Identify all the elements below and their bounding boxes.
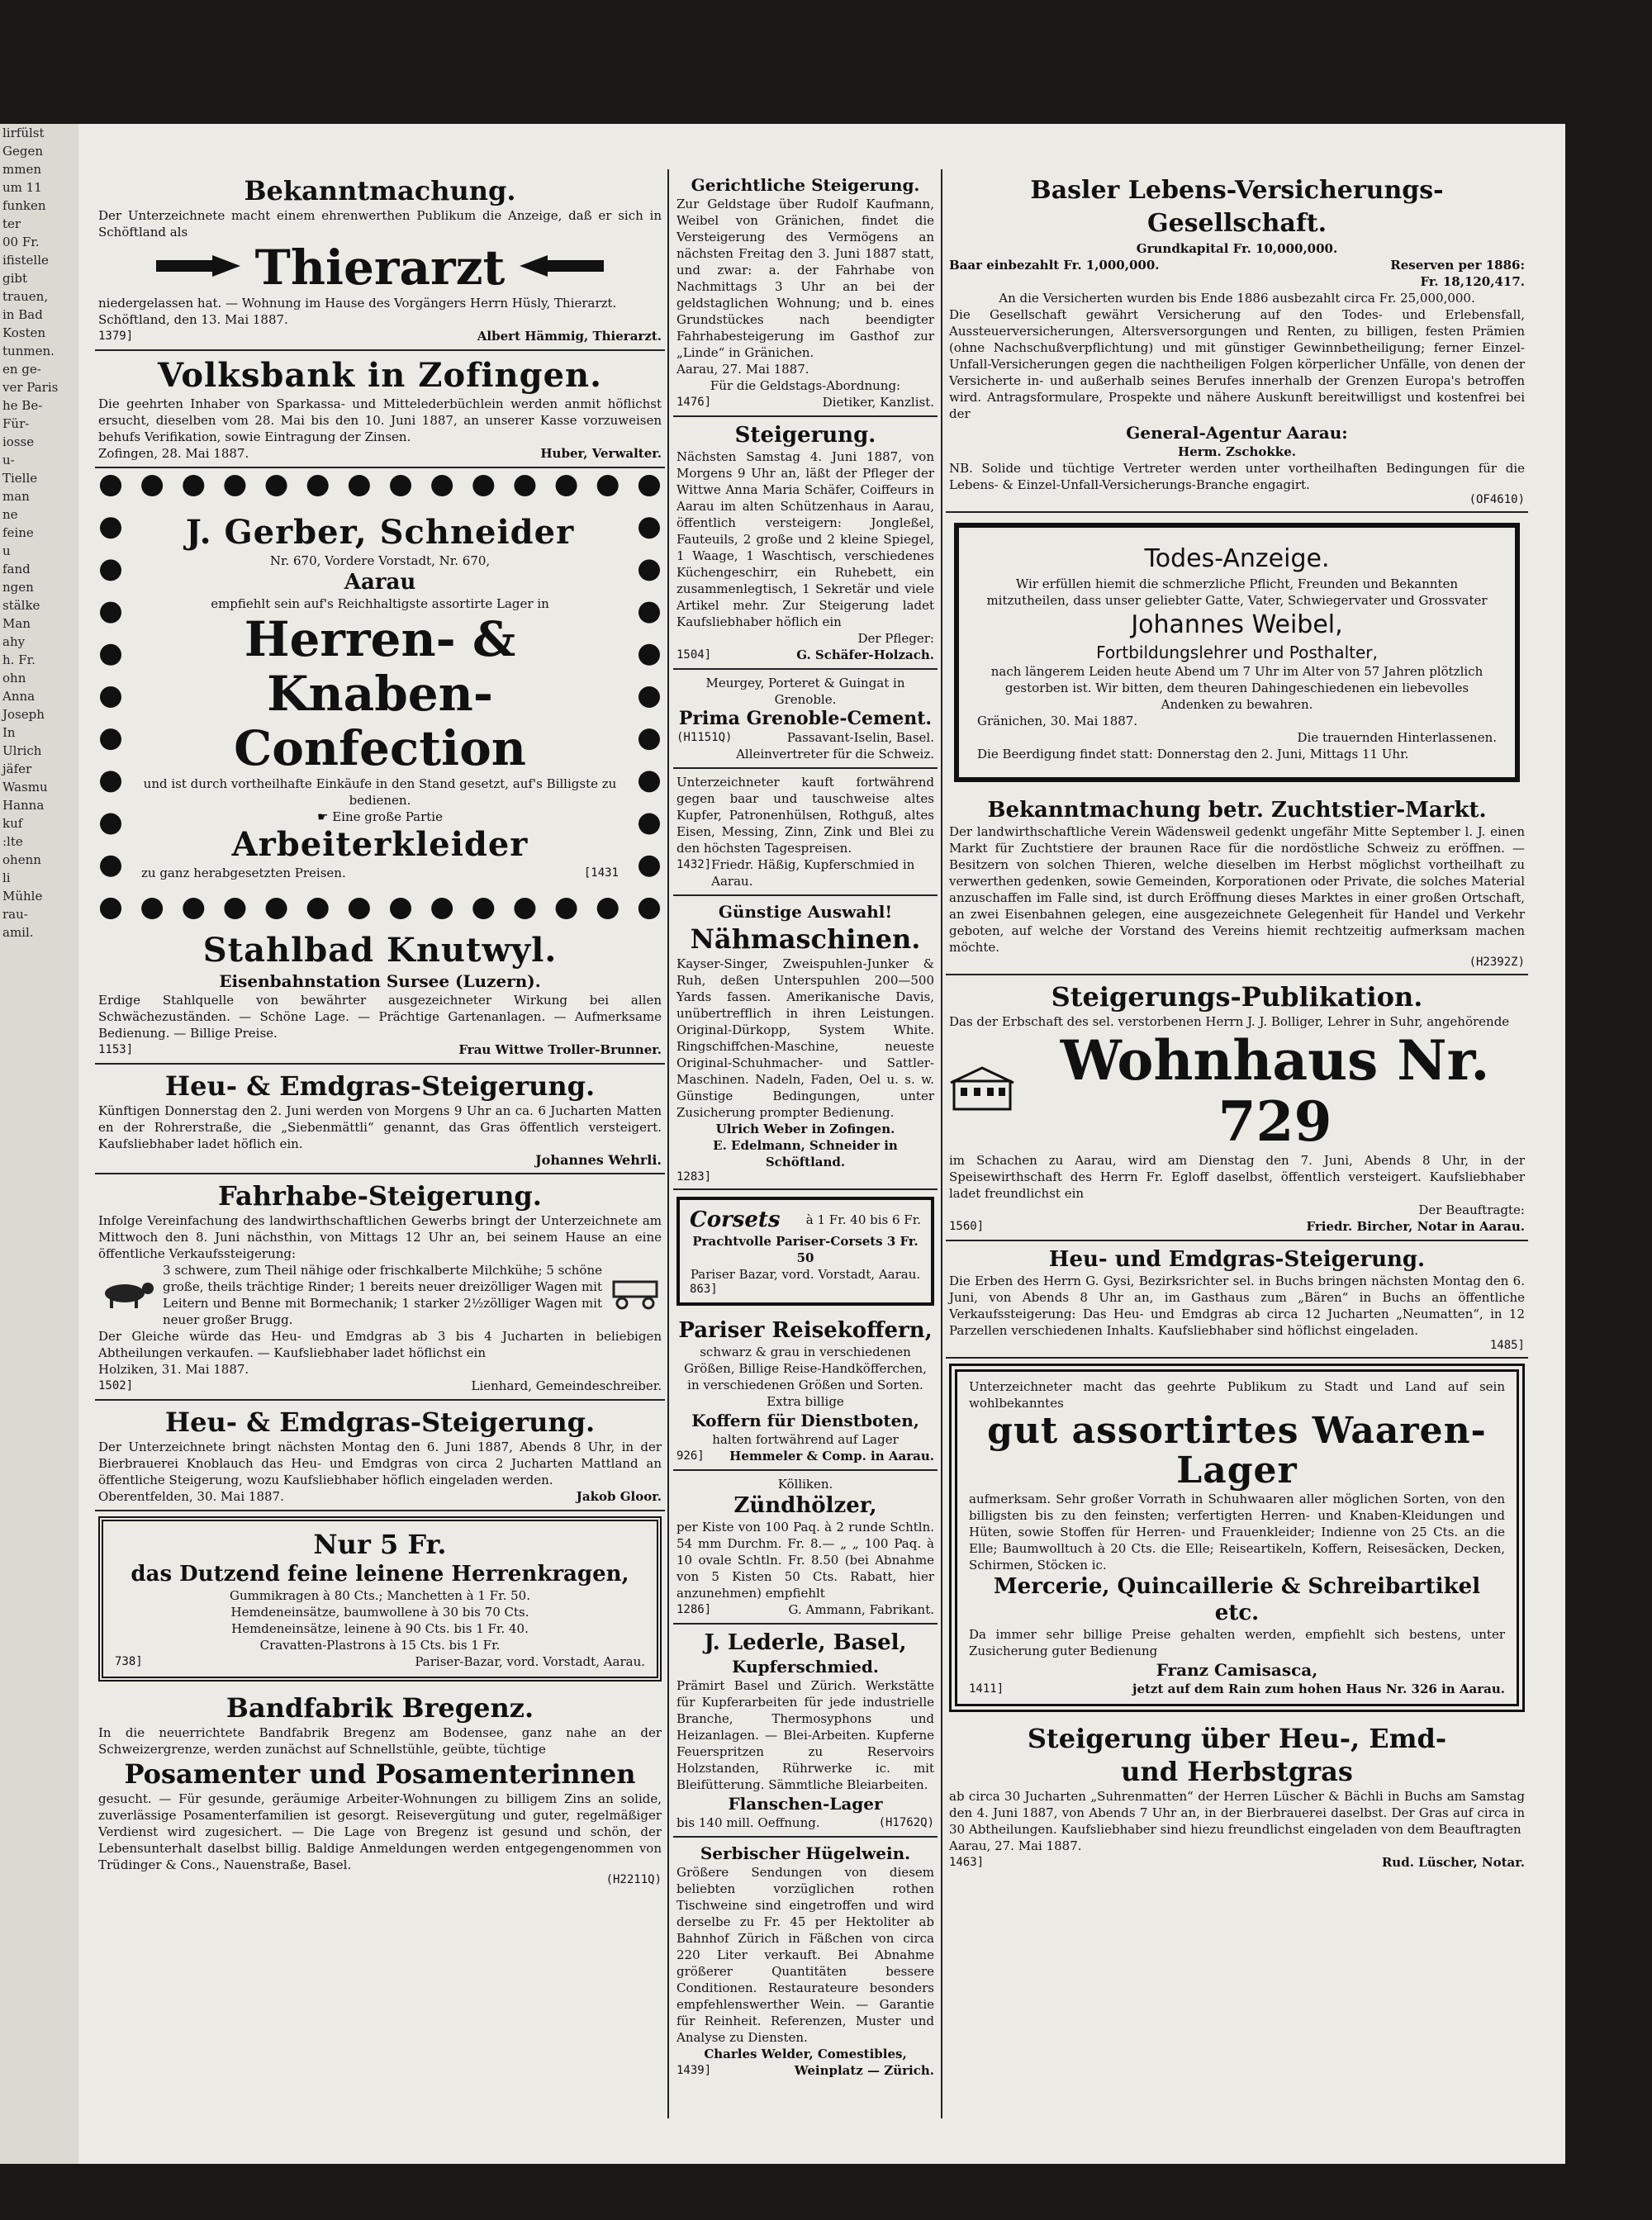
ad-tail: Alleinvertreter für die Schweiz. (736, 747, 934, 761)
ad-number: 1485] (1489, 1339, 1525, 1352)
ad-signature: Friedr. Bircher, Notar in Aarau. (1306, 1219, 1525, 1234)
ad-headline: Flanschen-Lager (728, 1794, 883, 1814)
left-page-fragment: Man (2, 616, 31, 631)
ad-payout: An die Versicherten wurden bis Ende 1886 ausbezahlt circa Fr. 25,000,000. (999, 291, 1475, 306)
ad-heu-steigerung-gloor (95, 1401, 665, 1511)
column-1 (95, 169, 665, 1891)
ad-title: Bekanntmachung betr. Zuchtstier-Markt. (987, 798, 1487, 823)
left-page-fragment: Anna (2, 689, 36, 704)
ad-place-date: Holziken, 31. Mai 1887. (98, 1362, 249, 1377)
ad-price: à 1 Fr. 40 bis 6 Fr. (805, 1212, 921, 1227)
left-page-fragment: In (2, 725, 16, 740)
left-page-fragment: jäfer (2, 761, 32, 776)
ad-signature: Dietiker, Kanzlist. (822, 395, 934, 410)
ad-text: In die neuerrichtete Bandfabrik Bregenz am Bodensee, ganz nahe an der Schweizergrenze, werden zunächst auf Schnellstühle, geübte, tüchtige (98, 1725, 662, 1757)
left-page-fragment: in Bad (2, 307, 43, 322)
left-page-fragment: feine (2, 525, 34, 540)
ad-headline: Posamenter und Posamenterinnen (124, 1758, 636, 1790)
left-page-fragment: ifistelle (2, 253, 49, 268)
left-page-fragment: 00 Fr. (2, 235, 40, 249)
left-page-fragment: Wasmu (2, 780, 48, 795)
ad-text: Unterzeichneter macht das geehrte Publikum zu Stadt und Land auf sein wohlbekanntes (969, 1379, 1505, 1411)
ad-signature: Jakob Gloor. (576, 1489, 662, 1504)
ad-place-date: Zofingen, 28. Mai 1887. (98, 446, 249, 461)
left-page-fragment: Für- (2, 416, 30, 431)
ad-place-date: Aarau, 27. Mai 1887. (949, 1838, 1082, 1853)
ad-thierarzt (95, 169, 665, 351)
ad-place-date: Schöftland, den 13. Mai 1887. (98, 312, 288, 327)
left-page-fragment: mmen (2, 162, 41, 177)
ad-signature: Die trauernden Hinterlassenen. (1297, 730, 1497, 745)
ad-title: Heu- und Emdgras-Steigerung. (1048, 1247, 1426, 1272)
ad-number: 1502] (98, 1379, 134, 1392)
ad-signature: G. Ammann, Fabrikant. (788, 1602, 934, 1617)
left-page-fragment: ohn (2, 671, 26, 685)
pointing-hand-icon: ☛ (317, 809, 333, 824)
ad-role: Der Pfleger: (857, 631, 934, 646)
ad-basler-lebensversicherung (946, 169, 1528, 513)
left-page-fragment: rau- (2, 907, 28, 922)
ad-signature: Charles Welder, Comestibles, (704, 2047, 907, 2061)
ad-text: gesucht. — Für gesunde, geräumige Arbeiter-Wohnungen zu billigem Zins an solide, zuverlässige Posamenterfamilien ist gesorgt. Reisevergütung und guter, regelmäßiger Verdienst wird zugesichert. — Die Lage von Bregenz ist gesund und schön, der Lebensunterhalt daselbst billig. Baldige Anmeldungen werden entgegengenommen von Trüdinger & Cons., Nauenstraße, Basel. (98, 1791, 662, 1872)
ad-text: Nächsten Samstag 4. Juni 1887, von Morgens 9 Uhr an, läßt der Pfleger der Wittwe Anna Maria Schäfer, Coiffeurs in Aarau im alten Schützenhaus in Aarau, öffentlich versteigern: Jongleßel, Fauteuils, 2 große und 2 kleine Spiegel, 1 Waage, 1 Waschtisch, verschiedenes Küchengeschirr, ein Ruhebett, ein zusammenlegtisch, 1 Sekretär und viele Artikel mehr. Zur Steigerung ladet Kaufsliebhaber höflich ein (676, 449, 934, 629)
ad-tail: bis 140 mill. Oeffnung. (676, 1815, 820, 1830)
ad-number: 1286] (676, 1603, 712, 1616)
ad-zuendhoelzer (673, 1471, 938, 1625)
ad-text: Zur Geldstage über Rudolf Kaufmann, Weibel von Gränichen, findet die Versteigerung des Vermögens an nächsten Freitag den 3. Juni 1887 statt, und zwar: a. der Fahrhabe von Nachmittags 3 Uhr an bei der geldstaglichen Wohnung; und b. eines Grundstückes nach beendigter Fahrhabesteigerung im Gasthof zur „Linde“ in Gränichen. (676, 197, 934, 360)
column-3 (946, 169, 1528, 1876)
ad-shop: Pariser Bazar, vord. Vorstadt, Aarau. (690, 1267, 921, 1282)
left-page-fragment: stälke (2, 598, 40, 613)
ad-text: Kayser-Singer, Zweispuhlen-Junker & Ruh, deßen Unterspuhlen 200—500 Yards fassen. Amerikanische Davis, unübertrefflich in ihren Leistungen. Original-Dürkopp, System White. Ringschiffchen-Maschine, neueste Original-Schuhmacher- und Sattler-Maschinen. Nadeln, Faden, Oel u. s. w. Günstige Bedingungen, unter Zusicherung prompter Bedienung. (676, 956, 934, 1120)
ad-text: Der Gleiche würde das Heu- und Emdgras ab 3 bis 4 Jucharten in beliebigen Abtheilungen verkaufen. — Kaufsliebhaber ladet höflichst ein (98, 1329, 662, 1360)
wagon-icon (609, 1277, 662, 1313)
ad-line: Hemdeneinsätze, baumwollene à 30 bis 70 Cts. (230, 1605, 529, 1620)
ad-text: Die Gesellschaft gewährt Versicherung auf den Todes- und Erlebensfall, Aussteuerversicherungen, Altersversorgungen und Renten, zu billigen, festen Prämien (ohne Nachschußverpflichtung) und mit günstiger Gewinnbetheiligung; ferner Einzel-Unfall-Versicherungen gegen die nachtheiligen Folgen körperlicher Unfälle, von denen der Versicherte in- und außerhalb seines Berufes innerhalb der Grenzen Europa's betroffen wird. Antragsformulare, Prospekte und nähere Auskunft bereitwilligst und kostenfrei bei der (949, 307, 1525, 421)
ad-number: 1476] (676, 396, 712, 409)
ad-capital: Baar einbezahlt Fr. 1,000,000. (949, 258, 1160, 273)
ad-city: Aarau (344, 570, 416, 595)
ad-text: Unterzeichneter kauft fortwährend gegen baar und tauschweise altes Kupfer, Patronenhülsen, Rothguß, altes Eisen, Messing, Zinn, Zink und Blei zu den höchsten Tagespreisen. (676, 775, 934, 856)
ad-role: Der Beauftragte: (1418, 1202, 1525, 1217)
ad-stahlbad (95, 926, 665, 1065)
ad-address: jetzt auf dem Rain zum hohen Haus Nr. 326 in Aarau. (1132, 1682, 1505, 1696)
left-page-fragment: funken (2, 198, 46, 213)
left-page-fragment: kuf (2, 816, 23, 831)
ad-number: 926] (676, 1449, 705, 1463)
ad-signature: Johannes Wehrli. (535, 1152, 662, 1168)
ad-number: 1283] (676, 1170, 712, 1184)
ad-text: niedergelassen hat. — Wohnung im Hause des Vorgängers Herrn Hüsly, Thierarzt. (98, 296, 617, 311)
ad-capital: Grundkapital Fr. 10,000,000. (1136, 241, 1338, 256)
pointing-hand-icon (515, 252, 605, 283)
ad-title: Prima Grenoble-Cement. (678, 708, 933, 729)
left-page-fragment: Gegen (2, 144, 43, 159)
ad-zuchtstier-markt (946, 792, 1528, 975)
left-page-fragment: Joseph (2, 707, 45, 722)
ad-number: (H1151Q) (676, 731, 733, 744)
house-icon (949, 1066, 1015, 1116)
ad-number: 738] (115, 1655, 143, 1668)
ad-signature: Hemmeler & Comp. in Aarau. (729, 1449, 934, 1463)
ad-headline: Wohnhaus Nr. 729 (1060, 1028, 1490, 1154)
ad-text: und ist durch vortheilhafte Einkäufe in den Stand gesetzt, auf's Billigste zu bedienen. (143, 776, 617, 808)
ad-line: Cravatten-Plastrons à 15 Cts. bis 1 Fr. (259, 1638, 501, 1653)
ad-reisekoffern (673, 1312, 938, 1471)
ad-number: 1432] (676, 858, 712, 871)
left-page-fragment: u (2, 543, 11, 558)
ad-signature: Frau Wittwe Troller-Brunner. (458, 1042, 662, 1057)
ad-text: Der landwirthschaftliche Verein Wädensweil gedenkt ungefähr Mitte September l. J. einen Markt für Zuchtstiere der braunen Race für die nordöstliche Schweiz zu eröffnen. — Besitzern von solchen Thieren, welche dieselben im Herbst möglichst vortheilhaft zu verwerthen gedenken, sowie Gemeinden, Korporationen oder Private, die solches Material anzuschaffen im Falle sind, ist durch Eröffnung dieses Marktes in einer großen Ortschaft, an zwei Eisenbahnen gelegen, eine ausgezeichnete Gelegenheit für Handel und Verkehr geboten, auf welche der Vorstand des Vereins hiemit rechtzeitig aufmerksam machen möchte. (949, 824, 1525, 955)
ad-signature: Albert Hämmig, Thierarzt. (477, 329, 662, 344)
ad-todes-anzeige (954, 523, 1520, 782)
left-page-fragment: en ge- (2, 362, 41, 377)
ad-fahrhabe-steigerung (95, 1174, 665, 1401)
ad-text: Der Unterzeichnete bringt nächsten Montag den 6. Juni 1887, Abends 8 Uhr, in der Bierbrauerei Knoblauch das Heu- und Emdgras von circa 2 Jucharten Mattland an öffentliche Steigerung, wozu Kaufsliebhaber höflich eingeladen werden. (98, 1440, 662, 1487)
ad-kupfer-kauf (673, 769, 938, 896)
ad-reserves-label: Reserven per 1886: (1390, 258, 1525, 273)
cow-icon (98, 1277, 156, 1313)
ad-headline: Koffern für Dienstboten, (691, 1411, 919, 1430)
ad-text: halten fortwährend auf Lager (712, 1432, 899, 1447)
ad-agency: General-Agentur Aarau: (1126, 423, 1348, 443)
ad-signature: Friedr. Häßig, Kupferschmied in Aarau. (711, 857, 915, 889)
ad-intro: empfiehlt sein auf's Reichhaltigste assortirte Lager in (211, 596, 549, 611)
ad-tail: zu ganz herabgesetzten Preisen. (141, 866, 346, 880)
ad-place-date: Oberentfelden, 30. Mai 1887. (98, 1489, 284, 1504)
ad-title: Nur 5 Fr. (313, 1529, 447, 1560)
ad-text: Wir erfüllen hiemit die schmerzliche Pflicht, Freunden und Bekannten mitzutheilen, dass unser geliebter Gatte, Vater, Schwiegervater und Grossvater (986, 576, 1488, 608)
ad-title: Steigerung über Heu-, Emd- (1027, 1723, 1447, 1754)
ad-title: Steigerung. (734, 423, 876, 448)
left-page-fragment: :lte (2, 834, 23, 849)
ad-title: Fahrhabe-Steigerung. (218, 1180, 542, 1212)
ad-reserves-value: Fr. 18,120,417. (1420, 274, 1525, 289)
ad-title: Bandfabrik Bregenz. (225, 1692, 534, 1724)
ad-number: 1379] (98, 330, 134, 343)
ad-number: 1439] (676, 2064, 712, 2077)
ad-bandfabrik (95, 1686, 665, 1891)
left-page-fragment: h. Fr. (2, 652, 36, 667)
ad-intro: Das der Erbschaft des sel. verstorbenen Herrn J. J. Bolliger, Lehrer in Suhr, angehörende (949, 1014, 1510, 1029)
ad-signature: E. Edelmann, Schneider in Schöftland. (713, 1138, 898, 1169)
left-page-fragment: trauen, (2, 289, 49, 304)
ad-title: Bekanntmachung. (244, 175, 516, 206)
ad-title: Heu- & Emdgras-Steigerung. (164, 1406, 596, 1438)
ad-text: schwarz & grau in verschiedenen Größen, Billige Reise-Handköfferchen, in verschiedenen Größen und Sorten. Extra billige (684, 1345, 927, 1409)
ad-text: per Kiste von 100 Paq. à 2 runde Schtln. 54 mm Durchm. Fr. 8.— „ „ 100 Paq. à 10 ovale Schtln. Fr. 8.50 (bei Abnahme von 5 Kisten 50 Cts. Rabatt, hier anzunehmen) empfiehlt (676, 1520, 934, 1601)
ad-number: [1431 (583, 866, 619, 880)
ad-items: 3 schwere, zum Theil nähige oder frischkalberte Milchkühe; 5 schöne große, theils trächtige Rinder; 1 bereits neuer dreizölliger Wagen mit Leitern und Benne mit Bormechanik; 1 starker 2½zölliger Wagen mit neuer großer Brugg. (163, 1263, 602, 1327)
ad-text: Da immer sehr billige Preise gehalten werden, empfiehlt sich bestens, unter Zusicherung guter Bedienung (969, 1627, 1505, 1658)
ad-headline: gut assortirtes Waaren-Lager (987, 1410, 1487, 1492)
ad-text: Künftigen Donnerstag den 2. Juni werden von Morgens 9 Uhr an ca. 6 Jucharten Matten en der Rohrerstraße, die „Siebenmättli“ genannt, das Gras öffentlich versteigert. Kaufsliebhaber ladet höflich ein. (98, 1103, 662, 1151)
ad-number: 1153] (98, 1043, 134, 1056)
ad-gerichtliche-steigerung (673, 169, 938, 417)
ad-headline: Arbeiterkleider (231, 825, 529, 864)
ad-number: (H2392Z) (1469, 956, 1525, 969)
left-page-fragment: Tielle (2, 471, 38, 486)
ad-headline: Herren- & Knaben- (244, 611, 516, 722)
ad-burial: Die Beerdigung findet statt: Donnerstag den 2. Juni, Mittags 11 Uhr. (977, 747, 1409, 761)
ad-number: (OF4610) (1469, 493, 1525, 506)
ad-signature: Passavant-Iselin, Basel. (786, 730, 934, 745)
ad-title: Corsets (690, 1207, 781, 1232)
ad-title: Stahlbad Knutwyl. (202, 931, 558, 970)
left-page-fragment: Hanna (2, 798, 45, 813)
ad-subtitle: Prachtvolle Pariser-Corsets 3 Fr. 50 (692, 1234, 919, 1265)
left-page-fragment: Ulrich (2, 743, 42, 758)
left-page-fragment: ne (2, 507, 18, 522)
ad-text: Prämirt Basel und Zürich. Werkstätte für Kupferarbeiten für jede industrielle Branche, Thermosyphons und Heizanlagen. — Blei-Arbeiten. Kupferne Feuerspritzen zu Reservoirs Holzstanden, Rührwerke ic. mit Bleifütterung. Sämmtliche Bleiarbeiten. (676, 1678, 934, 1792)
ad-text: aufmerksam. Sehr großer Vorrath in Schuhwaaren aller möglichen Sorten, von den billigsten bis zu den feinsten; verfertigten Herren- und Knaben-Kleidungen und Hüten, sowie Stoffen für Herren- und Frauenkleider; Indienne von 25 Cts. an die Elle; Baumwolltuch à 20 Cts. die Elle; Reiseartikeln, Koffern, Reisesäcken, Decken, Schirmen, Stöcken ic. (969, 1492, 1505, 1572)
ad-line: Hemdeneinsätze, leinene à 90 Cts. bis 1 Fr. 40. (231, 1621, 529, 1636)
column-rule (941, 169, 942, 2118)
ad-text: ab circa 30 Jucharten „Suhrenmatten“ der Herren Lüscher & Bächli in Buchs am Samstag den 4. Juni 1887, von Abends 7 Uhr an, in der Bierbrauerei daselbst. Der Gras auf circa in 30 Abtheilungen. Kaufsliebhaber sind hiezu freundlichst eingeladen von dem Beauftragten (949, 1789, 1525, 1837)
left-page-fragment: u- (2, 453, 15, 467)
ad-volksbank (95, 351, 665, 468)
left-page-fragment: tunmen. (2, 344, 55, 358)
ad-title: Zündhölzer, (733, 1493, 877, 1518)
left-page-fragment: gibt (2, 271, 28, 286)
left-page-fragment: fand (2, 562, 31, 576)
ad-address: Nr. 670, Vordere Vorstadt, Nr. 670, (269, 553, 491, 568)
ad-headline: Confection (234, 720, 526, 776)
ad-title: Pariser Reisekoffern, (678, 1318, 933, 1343)
ad-title: Gerichtliche Steigerung. (691, 175, 920, 195)
ad-signature: G. Schäfer-Holzach. (796, 648, 934, 662)
left-page-fragment: Mühle (2, 889, 43, 904)
ad-gerber-schneider (100, 475, 660, 919)
ad-subtitle: Eisenbahnstation Sursee (Luzern). (219, 971, 541, 991)
ad-number: 1463] (949, 1856, 985, 1869)
left-page-edge (0, 124, 78, 2164)
left-page-fragment: ohenn (2, 852, 41, 867)
ad-intro: Der Unterzeichnete macht einem ehrenwerthen Publikum die Anzeige, daß er sich in Schöftland als (98, 208, 662, 240)
ad-sub: ☛ Eine große Partie (317, 809, 443, 824)
ad-waarenlager (949, 1364, 1525, 1712)
ad-signature: Weinplatz — Zürich. (794, 2063, 934, 2078)
ad-title: Todes-Anzeige. (1144, 544, 1330, 573)
left-page-fragment: um 11 (2, 180, 42, 195)
column-rule (667, 169, 669, 2118)
ad-steigerung-schaefer (673, 417, 938, 670)
ad-deceased-role: Fortbildungslehrer und Posthalter, (1096, 643, 1378, 662)
ad-title: Heu- & Emdgras-Steigerung. (164, 1070, 596, 1102)
ad-title: J. Lederle, Basel, (704, 1630, 907, 1655)
ad-text: Größere Sendungen von diesem beliebten vorzüglichen rothen Tischweine sind eingetroffen und wird derselbe zu Fr. 45 per Hektoliter ab Bahnhof Zürich in Fäßchen von circa 220 Liter verkauft. Bei Abnahme größerer Quantitäten bessere Conditionen. Restaurateure besonders empfehlenswerther Wein. — Garantie für Reinheit. Referenzen, Muster und Analyse zu Diensten. (676, 1865, 934, 2045)
ad-signature: Lienhard, Gemeindeschreiber. (471, 1378, 662, 1393)
ad-text: Die Erben des Herrn G. Gysi, Bezirksrichter sel. in Buchs bringen nächsten Montag den 6. Juni, von Abends 8 Uhr an, im Gasthaus zum „Bären“ in Buchs an öffentliche Verkaufssteigerung: Das Heu- und Emdgras ab circa 12 Jucharten „Neumatten“, in 12 Parzellen verschiedenen Inhalts. Kaufsliebhaber sind höflichst eingeladen. (949, 1274, 1525, 1338)
ad-agent: Herm. Zschokke. (1178, 444, 1296, 459)
ad-subtitle: Kupferschmied. (732, 1657, 879, 1677)
ad-heu-steigerung-gysi (946, 1241, 1528, 1359)
ad-corsets (676, 1197, 934, 1306)
ad-headline-row (98, 240, 662, 295)
ad-title: J. Gerber, Schneider (185, 513, 575, 552)
pointing-hand-icon (154, 252, 245, 283)
left-page-fragment: amil. (2, 925, 34, 940)
ad-number: (H1762Q) (878, 1816, 934, 1829)
ad-place-date: Gränichen, 30. Mai 1887. (977, 714, 1138, 728)
ad-text: Erdige Stahlquelle von bewährter ausgezeichneter Wirkung bei allen Schwächezuständen. — Schöne Lage. — Prächtige Gartenanlagen. — Aufmerksame Bedienung. — Billige Preise. (98, 993, 662, 1041)
ad-signature: Franz Camisasca, (1156, 1660, 1318, 1680)
left-page-fragment: ver Paris (2, 380, 59, 395)
ad-title: Nähmaschinen. (690, 923, 921, 955)
ad-signature: Rud. Lüscher, Notar. (1381, 1855, 1525, 1870)
ad-place-date: Aarau, 27. Mai 1887. (676, 362, 809, 377)
ad-number: 1504] (676, 648, 712, 662)
ad-grenoble-cement (673, 670, 938, 769)
ad-title: und Herbstgras (1121, 1756, 1353, 1787)
newspaper-page (78, 124, 1565, 2164)
ad-title: Basler Lebens-Versicherungs-Gesellschaft. (1030, 176, 1444, 238)
ad-tail: NB. Solide und tüchtige Vertreter werden unter vortheilhaften Bedingungen für die Lebens- & Einzel-Unfall-Versicherungs-Branche engagirt. (949, 461, 1525, 492)
ad-huegelwein (673, 1838, 938, 2084)
left-page-fragment: ngen (2, 580, 34, 595)
ad-top: Günstige Auswahl! (718, 902, 893, 922)
column-2 (673, 169, 938, 2084)
ad-signature: Pariser-Bazar, vord. Vorstadt, Aarau. (415, 1654, 645, 1669)
left-page-fragment: man (2, 489, 30, 504)
ad-herbstgras-steigerung (946, 1717, 1528, 1876)
ad-role: Für die Geldstags-Abordnung: (710, 378, 901, 393)
ad-text: Infolge Vereinfachung des landwirthschaftlichen Gewerbs bringt der Unterzeichnete am Mittwoch den 8. Juni nächsthin, von Mittags 12 Uhr an, bei seinem Hause an eine öffentliche Verkaufssteigerung: (98, 1213, 662, 1261)
left-page-fragment: ahy (2, 634, 26, 649)
ad-wohnhaus-steigerung (946, 975, 1528, 1241)
ad-herrenkragen (98, 1516, 662, 1682)
left-page-fragment: Kosten (2, 325, 46, 340)
ad-text: Die geehrten Inhaber von Sparkassa- und Mittelederbüchlein werden anmit höflichst ersucht, dieselben vom 28. Mai bis den 10. Juni 1887, an unserer Kasse vorzuweisen behufs Verifikation, sowie Eintragung der Zinsen. (98, 396, 662, 444)
ad-number: 1560] (949, 1220, 985, 1233)
ad-text: im Schachen zu Aarau, wird am Dienstag den 7. Juni, Abends 8 Uhr, in der Speisewirthschaft des Herrn Fr. Egloff daselbst, öffentlich versteigert. Kaufsliebhaber ladet freundlichst ein (949, 1153, 1525, 1201)
ad-top: Meurgey, Porteret & Guingat in Grenoble. (705, 676, 905, 707)
left-page-fragment: lirfülst (2, 126, 45, 140)
ad-text: nach längerem Leiden heute Abend um 7 Uhr im Alter von 57 Jahren plötzlich gestorben ist. Wir bitten, dem theuren Dahingeschiedenen ein liebevolles Andenken zu bewahren. (990, 664, 1483, 712)
ad-subtitle: das Dutzend feine leinene Herrenkragen, (131, 1562, 629, 1587)
ad-number: 863] (690, 1283, 718, 1296)
ad-title: Steigerungs-Publikation. (1051, 981, 1423, 1013)
ad-top: Kölliken. (777, 1477, 833, 1492)
left-page-fragment: he Be- (2, 398, 43, 413)
ad-number: 1411] (969, 1682, 1004, 1696)
ad-signature: Huber, Verwalter. (540, 446, 662, 461)
ad-number: (H2211Q) (605, 1873, 662, 1886)
ad-heu-steigerung-wehrli (95, 1065, 665, 1174)
ad-title: Serbischer Hügelwein. (700, 1843, 911, 1863)
ad-deceased-name: Johannes Weibel, (1131, 610, 1343, 639)
ad-headline: Thierarzt (254, 240, 506, 296)
ad-title: Volksbank in Zofingen. (157, 356, 603, 395)
ad-headline: Mercerie, Quincaillerie & Schreibartikel etc. (993, 1574, 1481, 1625)
left-page-fragment: ter (2, 216, 21, 231)
ad-signature: Ulrich Weber in Zofingen. (715, 1122, 895, 1136)
left-page-fragment: li (2, 870, 11, 885)
left-page-fragment: iosse (2, 434, 35, 449)
ad-naehmaschinen (673, 896, 938, 1190)
ad-lederle (673, 1625, 938, 1838)
ad-line: Gummikragen à 80 Cts.; Manchetten à 1 Fr. 50. (230, 1588, 530, 1603)
